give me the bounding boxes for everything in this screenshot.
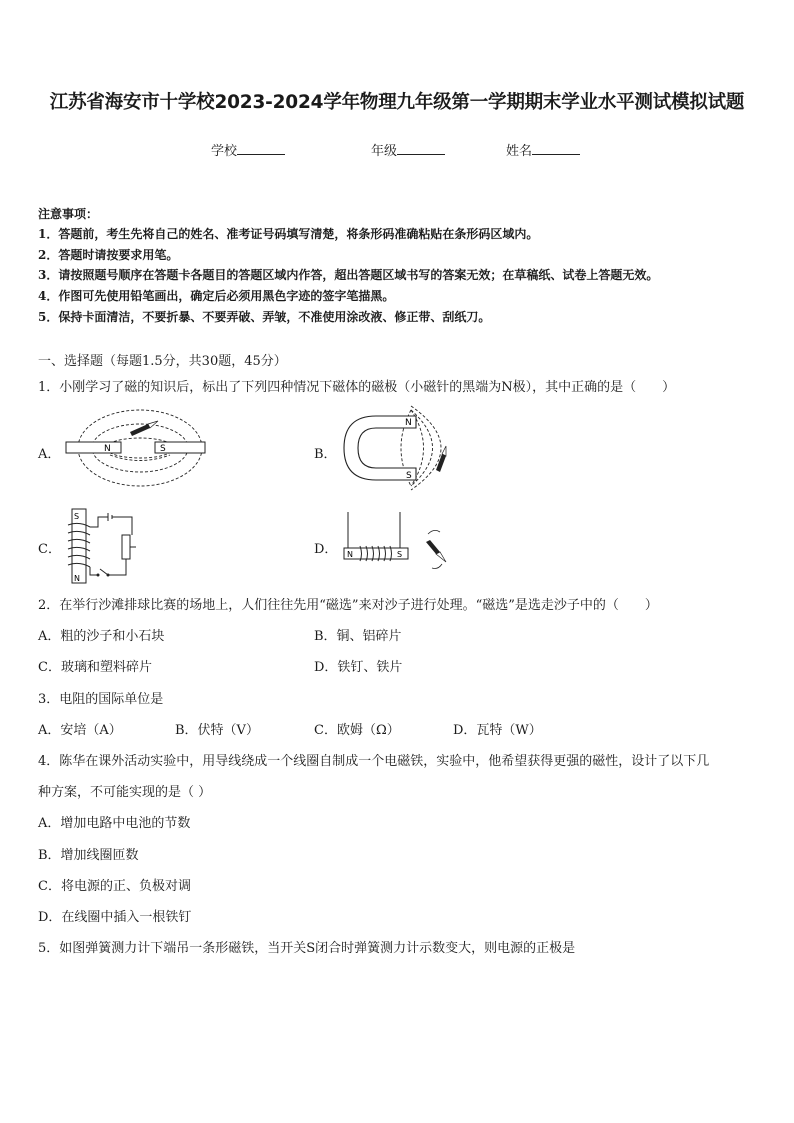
page-title: 江苏省海安市十学校2023-2024学年物理九年级第一学期期末学业水平测试模拟试题 bbox=[49, 92, 745, 113]
q3-option-a: A．安培（A） bbox=[38, 723, 122, 738]
name-field bbox=[506, 140, 580, 159]
magnet-n-label: N bbox=[104, 444, 111, 454]
q1-option-a-label: A． bbox=[38, 447, 61, 462]
electromagnet-n-label: N bbox=[347, 550, 353, 559]
q2-option-d: D．铁钉、铁片 bbox=[314, 660, 403, 675]
question-4-stem-line1: 4．陈华在课外活动实验中，用导线绕成一个线圈自制成一个电磁铁，实验中，他希望获得更强的磁性，设计了以下几 bbox=[38, 754, 710, 769]
q4-option-d: D．在线圈中插入一根铁钉 bbox=[38, 910, 192, 925]
q1-option-b-label: B． bbox=[314, 447, 337, 462]
note-item: 5．保持卡面清洁，不要折暴、不要弄破、弄皱，不准使用涂改液、修正带、刮纸刀。 bbox=[38, 310, 491, 324]
question-4-stem-line2: 种方案，不可能实现的是（ ） bbox=[38, 785, 212, 800]
name-label: 姓名 bbox=[506, 144, 533, 159]
q2-option-a: A．粗的沙子和小石块 bbox=[38, 629, 165, 644]
figure-a-bar-magnets bbox=[60, 400, 220, 495]
magnet-s-label: S bbox=[160, 444, 166, 454]
question-3-stem: 3．电阻的国际单位是 bbox=[38, 692, 164, 707]
q1-option-d-label: D． bbox=[314, 542, 338, 557]
q4-option-b: B．增加线圈匝数 bbox=[38, 848, 139, 863]
q1-option-c-label: C． bbox=[38, 542, 61, 557]
question-5-stem: 5．如图弹簧测力计下端吊一条形磁铁，当开关S闭合时弹簧测力计示数变大，则电源的正极是 bbox=[38, 941, 576, 956]
q3-option-d: D．瓦特（W） bbox=[453, 723, 542, 738]
school-label: 学校 bbox=[211, 144, 238, 159]
school-blank bbox=[237, 141, 285, 155]
name-blank bbox=[532, 141, 580, 155]
grade-label: 年级 bbox=[371, 144, 398, 159]
u-magnet-n-label: N bbox=[405, 418, 412, 428]
q3-option-c: C．欧姆（Ω） bbox=[314, 723, 400, 738]
q3-option-b: B．伏特（V） bbox=[175, 723, 259, 738]
figure-b-u-magnet bbox=[336, 402, 466, 494]
q4-option-c: C．将电源的正、负极对调 bbox=[38, 879, 191, 894]
figure-c-solenoid-circuit bbox=[64, 505, 144, 587]
figure-d-electromagnet bbox=[336, 510, 456, 580]
note-item: 1．答题前，考生先将自己的姓名、准考证号码填写清楚，将条形码准确粘贴在条形码区域内。 bbox=[38, 227, 539, 241]
q2-option-b: B．铜、铝碎片 bbox=[314, 629, 402, 644]
note-item: 2．答题时请按要求用笔。 bbox=[38, 248, 179, 262]
solenoid-n-label: N bbox=[74, 574, 80, 583]
note-item: 3．请按照题号顺序在答题卡各题目的答题区域内作答，超出答题区域书写的答案无效；在草稿纸、试卷上答题无效。 bbox=[38, 268, 659, 282]
question-1-stem: 1．小刚学习了磁的知识后，标出了下列四种情况下磁体的磁极（小磁针的黑端为N极），其中正确的是（ ） bbox=[38, 380, 676, 395]
school-field bbox=[211, 140, 285, 159]
section-heading: 一、选择题（每题1.5分，共30题，45分） bbox=[38, 354, 287, 369]
solenoid-s-label: S bbox=[74, 512, 80, 521]
notes-heading: 注意事项： bbox=[38, 207, 99, 221]
question-2-stem: 2．在举行沙滩排球比赛的场地上，人们往往先用“磁选”来对沙子进行处理。“磁选”是选走沙子中的（ ） bbox=[38, 598, 658, 613]
q2-option-c: C．玻璃和塑料碎片 bbox=[38, 660, 152, 675]
u-magnet-s-label: S bbox=[406, 471, 412, 481]
grade-blank bbox=[397, 141, 445, 155]
q4-option-a: A．增加电路中电池的节数 bbox=[38, 816, 191, 831]
electromagnet-s-label: S bbox=[397, 550, 403, 559]
grade-field bbox=[371, 140, 445, 159]
note-item: 4．作图可先使用铅笔画出，确定后必须用黑色字迹的签字笔描黑。 bbox=[38, 289, 395, 303]
